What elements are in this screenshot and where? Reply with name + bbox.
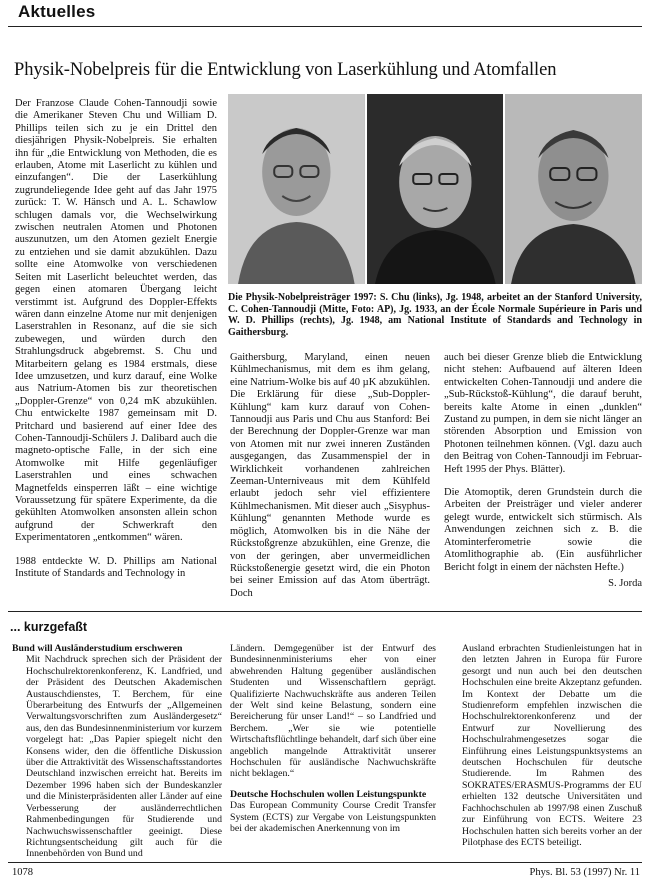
kurz-column-1: [12, 643, 222, 860]
item-text: Das European Community Course Credit Transfer System (ECTS) zur Vergabe von Leistungspunkten bei der akademischen Anerkennung von im: [230, 800, 436, 835]
article-paragraph: Der Franzose Claude Cohen-Tannoudji sowie die Amerikaner Steven Chu und William D. Phillips teilen sich zu je ein Drittel den diesjährigen Physik-Nobelpreis. Sie erhalten ihn für „die Entwicklung von Methoden, die es erlauben, Atome mit Laserlicht zu kühlen und einzufangen“. Die der Laserkühlung zugrundeliegende Idee geht auf das Jahr 1975 zurück: T. W. Hänsch und A. L. Schawlow schlugen damals vor, die Wechselwirkung zwischen neutralen Atomen und Photonen auszunutzen, um den Atomen gezielt Energie zu entziehen und sie damit abzukühlen. Dazu sollte eine Atomwolke von verschiedenen Seiten mit Laserlicht beleuchtet werden, das gegen einen atomaren Übergang leicht verstimmt ist. Aufgrund des Doppler-Effekts wären dann einzelne Atome nur mit denjenigen Laserstrahlen in Resonanz, auf die sie sich zubewegen, und würden durch den Strahlungsdruck abgebremst. S. Chu und Mitarbeitern gelang es 1984 erstmals, diese Idee umzusetzen, und kurz darauf, eine Wolke aus Natrium-Atomen bis zur theoretischen „Doppler-Grenze“ von 0,24 mK abzukühlen. Chu entwickelte 1987 gemeinsam mit D. Pritchard und basierend auf einer Idee des Cohen-Tannoudji-Schülers J. Dalibard auch die magneto-optische Falle, in der sich eine Atomwolke mit Hilfe gegenläufiger Laserstrahlen und eines schwachen Magnetfelds einsperren läßt – eine wichtige Voraussetzung für spätere Experimente, da die gekühlten Atomwolken ansonsten allein schon aufgrund der Schwerkraft den Experimentatoren „entkommen“ wären.: [15, 98, 217, 544]
article-paragraph: Gaithersburg, Maryland, einen neuen Kühlmechanismus, mit dem es ihm gelang, eine Natrium-Wolke bis auf 40 µK abzukühlen. Die Erklärung für diese „Sub-Doppler-Kühlung“ kam kurz darauf von Cohen-Tannoudji aus Paris und Chu aus Stanford: Bei der Berechnung der Doppler-Grenze war man von Atomen mit nur zwei inneren Zuständen ausgegangen, das Zusammenspiel der in Wirklichkeit vorhandenen zahlreichen Zeeman-Unterniveaus mit dem Kühlfeld erlaubt jedoch sehr viel effizientere Kühlmechanismen. Mit dieser auch „Sisyphus-Kühlung“ genannten Methode wurde es möglich, Atomwolken bis in die Nähe der Rückstoßgrenze abzukühlen, eine Grenze, die von der geringen, aber unvermeidlichen Rückstoßenergie gesetzt wird, die ein Photon bei seiner Emission auf das Atom überträgt. Doch: [230, 352, 430, 599]
section-divider: [8, 611, 642, 612]
author-signature: S. Jorda: [608, 577, 642, 589]
footer-rule: [8, 862, 642, 863]
journal-citation: Phys. Bl. 53 (1997) Nr. 11: [529, 867, 640, 878]
kurzgefasst-heading: ... kurzgefaßt: [10, 620, 88, 634]
article-paragraph: auch bei dieser Grenze blieb die Entwicklung nicht stehen: Aufbauend auf älteren Ideen entwickelten Cohen-Tannoudji und andere die „Sub-Rückstoß-Kühlung“, die darauf beruht, bereits kalte Atome in einen „dunklen“ Zustand zu pumpen, in dem sie nicht länger an störenden Absorption und Emission von Photonen teilnehmen können. (Vgl. dazu auch den Beitrag von Cohen-Tannoudji im Februar-Heft 1995 der Phys. Blätter).: [444, 352, 642, 475]
item-title: Bund will Auslãnderstudium erschweren: [12, 643, 183, 654]
header-rule: [8, 26, 642, 27]
article-title: Physik-Nobelpreis für die Entwicklung von Laserkühlung und Atomfallen: [14, 60, 557, 80]
article-column-3: [444, 352, 642, 590]
item-text: Mit Nachdruck sprechen sich der Präsident der Hochschulrektorenkonferenz, K. Landfried, und der Präsident des Deutschen Akademischen Austauschdienstes, T. Berchem, für eine Überarbeitung des Entwurfs der „Allgemeinen Verwaltungsvorschriften zum Ausländergesetz“ aus, den das Bundesinnenministerium vor kurzem vorgelegt hat: „Das Papier spiegelt nicht den Konsens wider, den die öffentliche Diskussion über die Attraktivität des Wissenschaftsstandortes Deutschland inzwischen erreicht hat. Bereits im Dezember 1996 haben sich der Bundeskanzler und die Ministerpräsidenten aller Länder auf eine Verbesserung der ausländerrechtlichen Rahmenbedingungen für Studierende und Nachwuchswissenschaftler geeinigt. Diese Richtungsentscheidung gilt auch für die Innenbehörden von Bund und: [26, 654, 222, 860]
item-title: Deutsche Hochschulen wollen Leistungspunkte: [230, 788, 427, 800]
kurz-column-2: [230, 643, 436, 835]
photo-phillips: [505, 94, 642, 284]
page-number: 1078: [12, 867, 33, 878]
laureate-photos: [228, 94, 642, 284]
article-column-2: [230, 352, 430, 600]
article-paragraph: Die Atomoptik, deren Grundstein durch die Arbeiten der Preisträger und vieler anderer gelegt wurde, entwickelt sich stürmisch. Als Anwendungen zeichnen sich z. B. die Atominterferometrie sowie die Atomlithographie ab. (Ein ausführlicher Bericht folgt in einem der nächsten Hefte.): [444, 487, 642, 573]
item-text: Ländern. Demgegenüber ist der Entwurf des Bundesinnenministeriums eher von einer abwehrenden Haltung gegenüber ausländischen Studenten und Wissenschaftlern geprägt. Qualifizierte Nachwuchskräfte aus anderen Teilen der Welt sind keine Belastung, sondern eine Bereicherung für unser Land!“ – so Landfried und Berchem. „Wer sie wie potentielle Wirtschaftsflüchtlinge behandelt, darf sich über eine angeblich mangelnde Attraktivität unserer Hochschulen für ausländische Nachwuchskräfte nicht beklagen.“: [230, 643, 436, 780]
kurz-column-3: [448, 643, 642, 848]
article-column-1: [15, 98, 217, 580]
photo-cohen-tannoudji: [367, 94, 504, 284]
item-text: Ausland erbrachten Studienleistungen hat in den letzten Jahren in Europa für Furore gesorgt und nun auch bei den deutschen Hochschulen eine breite Akzeptanz gefunden. Im Kontext der Debatte um die Studienreform empfehlen inzwischen die Hochschulrektorenkonferenz und der Entwurf zur Novellierung des Hochschulrahmengesetzes sogar die Einführung eines Leistungspunktsystems an deutschen Hochschulen für deutsche Studierende. Im Rahmen des SOKRATES/ERASMUS-Programms der EU erhielten 132 deutsche Universitäten und Fachhochschulen ab 1997/98 einen Zuschuß zur Einführung von ECTS. Weitere 23 Hochschulen hatten sich bereits vorher an der Pilotphase des ECTS beteiligt.: [462, 643, 642, 848]
section-label: Aktuelles: [18, 2, 96, 21]
article-paragraph: 1988 entdeckte W. D. Phillips am National Institute of Standards and Technology in: [15, 555, 217, 580]
photo-chu: [228, 94, 365, 284]
photo-caption: Die Physik-Nobelpreisträger 1997: S. Chu (links), Jg. 1948, arbeitet an der Stanford University, C. Cohen-Tannoudji (Mitte, Foto: AP), Jg. 1933, an der École Normale Supérieure in Paris und W. D. Phillips (rechts), Jg. 1948, am National Institute of Standards and Technology in Gaithersburg.: [228, 292, 642, 338]
